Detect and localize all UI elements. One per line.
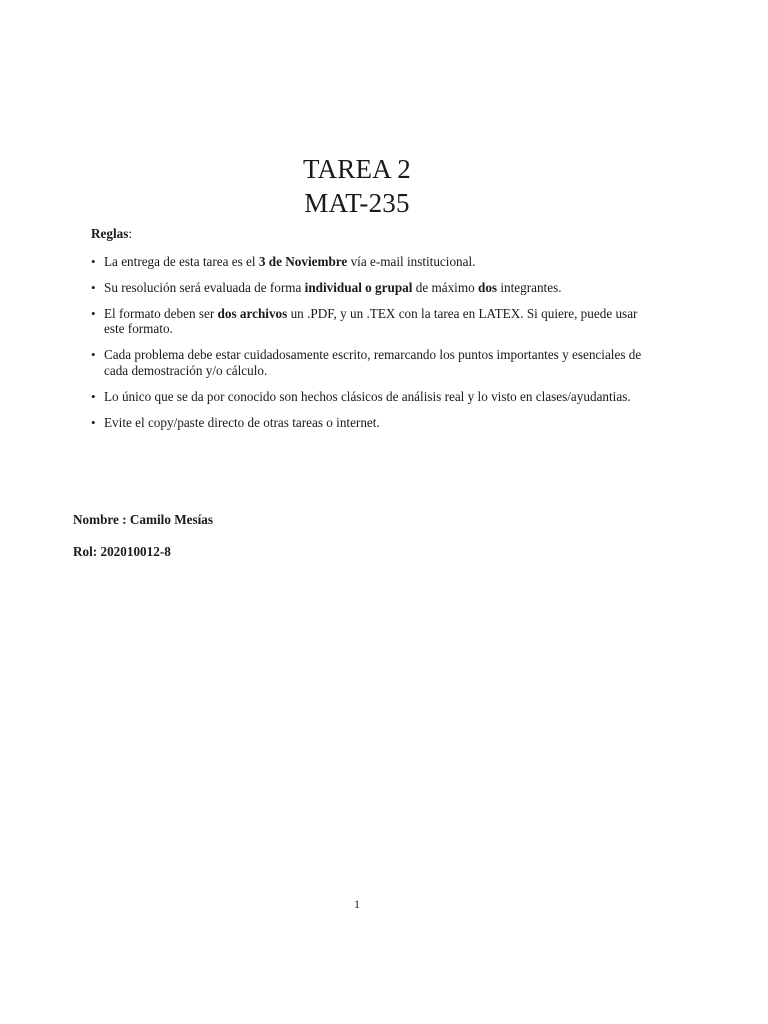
title-line-assignment: TAREA 2 <box>303 154 411 184</box>
rule-text: Evite el copy/paste directo de otras tareas o internet. <box>104 414 380 430</box>
student-name-label: Nombre : <box>73 512 130 527</box>
page-number: 1 <box>354 897 360 911</box>
rule-text: Lo único que se da por conocido son hechos clásicos de análisis real y lo visto en clases/ayudantias. <box>104 388 631 404</box>
student-name-value: Camilo Mesías <box>129 512 214 527</box>
title-line-course: MAT-235 <box>304 188 410 218</box>
student-rol-value: 202010012-8 <box>100 544 171 559</box>
rule-item-evaluation <box>91 280 651 296</box>
rule-text: un .PDF, y un .TEX con la tarea en LATEX. Si quiere, puede usar este formato. <box>104 305 638 336</box>
rule-item-format <box>91 306 651 337</box>
rule-text: vía e-mail institucional. <box>347 253 476 269</box>
rule-emphasis: dos <box>477 279 498 295</box>
bullet-icon: • <box>91 279 96 295</box>
bullet-icon: • <box>91 414 96 430</box>
rule-text: El formato deben ser <box>104 305 218 321</box>
rule-emphasis: dos archivos <box>217 305 288 321</box>
bullet-icon: • <box>91 347 96 362</box>
rule-text: integrantes. <box>497 279 562 295</box>
bullet-icon: • <box>91 253 96 269</box>
rule-text: La entrega de esta tarea es el <box>104 253 259 269</box>
student-rol <box>73 544 171 560</box>
rule-text: Su resolución será evaluada de forma <box>104 279 305 295</box>
rule-item-writing <box>91 347 651 378</box>
rules-heading-colon: : <box>128 226 133 241</box>
bullet-icon: • <box>91 388 96 404</box>
student-rol-label: Rol: <box>73 544 101 559</box>
document-title <box>0 152 714 220</box>
rules-heading-label: Reglas <box>91 226 129 241</box>
rules-list <box>91 254 651 431</box>
rule-item-known-facts <box>91 389 651 405</box>
rule-item-delivery <box>91 254 651 270</box>
rule-emphasis: individual o grupal <box>304 279 413 295</box>
rules-section <box>91 226 651 441</box>
rule-item-no-copy <box>91 415 651 431</box>
rule-text: de máximo <box>412 279 478 295</box>
rules-heading <box>91 226 651 242</box>
rule-emphasis: 3 de Noviembre <box>258 253 348 269</box>
student-name <box>73 512 213 528</box>
rule-text: Cada problema debe estar cuidadosamente escrito, remarcando los puntos importantes y esenciales de cada demostración y/o cálculo. <box>104 347 642 378</box>
bullet-icon: • <box>91 305 96 321</box>
